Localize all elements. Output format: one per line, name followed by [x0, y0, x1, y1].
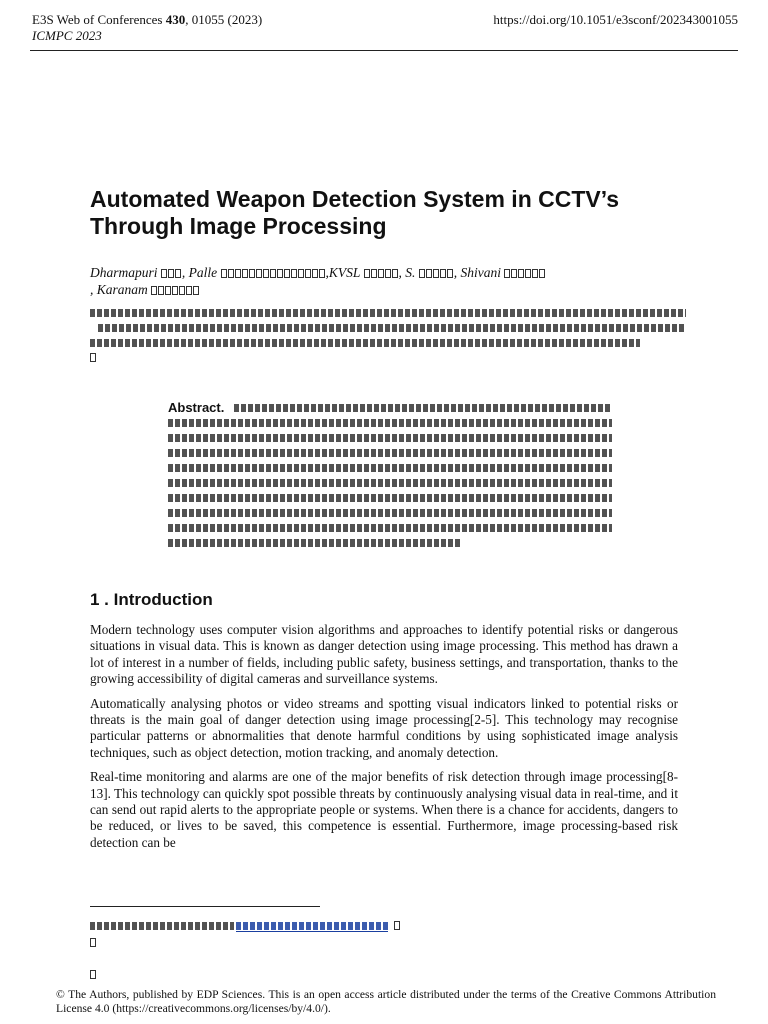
author-list: Dharmapuri , Palle ,KVSL , S. , Shivani , Karanam — [90, 265, 690, 299]
doi-link[interactable]: https://doi.org/10.1051/e3sconf/202343001055 — [493, 12, 738, 27]
affiliations-block — [90, 306, 690, 366]
abstract-label: Abstract. — [168, 400, 225, 415]
author-6: , Karanam — [90, 281, 148, 297]
paper-title: Automated Weapon Detection System in CCTV’s Through Image Processing — [90, 186, 620, 239]
missing-glyphs — [221, 266, 326, 282]
section-heading: 1 . Introduction — [90, 590, 213, 609]
author-3: KVSL — [328, 265, 361, 280]
missing-glyphs — [161, 266, 182, 282]
paragraph: Real-time monitoring and alarms are one of the major benefits of risk detection through image processing[8-13]. This technology can quickly spot possible threats by continuously analysing visual data in real-time, and it can send out rapid alerts to the appropriate people or systems. When there is a chance for accidents, dangers to be reduced, or lives to be saved, this competence is essential. Furthermore, image processing-based risk detection can be — [90, 769, 678, 850]
paragraph: Modern technology uses computer vision algorithms and approaches to identify potential risks or dangerous situations in visual data. This is known as danger detection using image processing. This method has drawn a lot of interest in a number of fields, including public safety, business settings, and transportation, thanks to the growing accessibility of digital cameras and surveillance systems. — [90, 622, 678, 687]
paragraph: Automatically analysing photos or video streams and spotting visual indicators linked to potential risks or threats is the main goal of danger detection using image processing[2-5]. This technology may recognise particular patterns or abnormalities that denote harmful conditions by using sophisticated image analysis techniques, such as object detection, motion tracking, and anomaly detection. — [90, 695, 678, 760]
email-link[interactable] — [236, 922, 388, 930]
running-header — [32, 12, 262, 44]
missing-glyphs — [419, 266, 454, 282]
article-number: , 01055 (2023) — [185, 12, 263, 27]
body-text — [90, 622, 678, 859]
license-footer: © The Authors, published by EDP Sciences. This is an open access article distributed under the terms of the Creative Commons Attribution License 4.0 (https://creativecommons.org/licenses/by/4.0/). — [56, 988, 716, 1015]
author-4: S. — [405, 265, 416, 280]
conference-name: ICMPC 2023 — [32, 28, 102, 43]
author-5: Shivani — [460, 265, 502, 280]
journal-name: E3S Web of Conferences — [32, 12, 163, 27]
missing-glyphs — [151, 283, 200, 299]
footnote-divider — [90, 906, 320, 907]
missing-glyphs — [504, 266, 546, 282]
author-1: Dharmapuri — [90, 265, 158, 280]
missing-glyphs — [364, 266, 399, 282]
author-2: Palle — [188, 265, 218, 280]
header-divider — [30, 50, 738, 51]
volume-number: 430 — [165, 12, 186, 27]
